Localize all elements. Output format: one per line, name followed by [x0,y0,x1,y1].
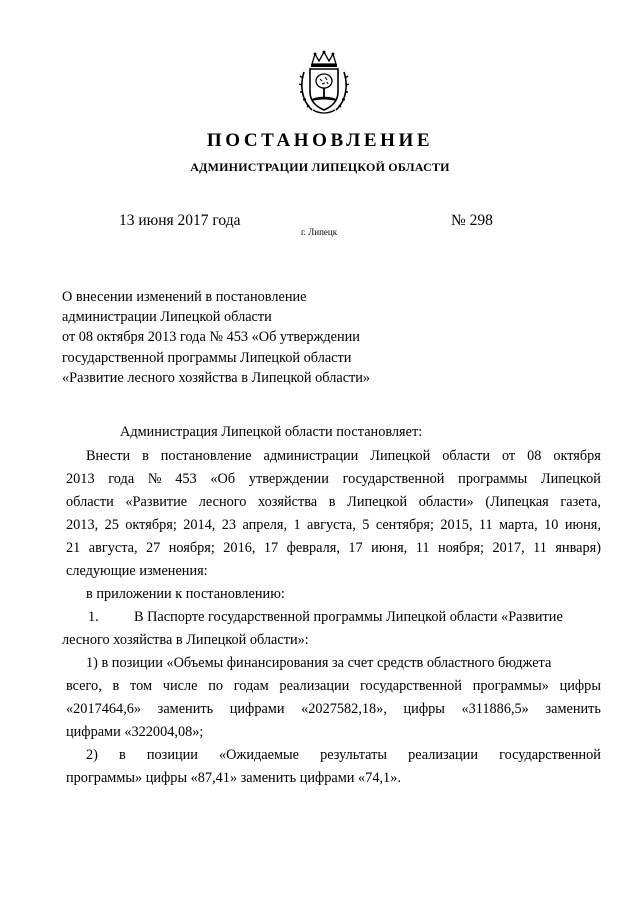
word: 2013 [66,471,95,487]
body-line [66,537,601,560]
intro-line: Администрация Липецкой области постановляет: [120,424,423,440]
document-subtitle: АДМИНИСТРАЦИИ ЛИПЕЦКОЙ ОБЛАСТИ [190,160,450,174]
word: августа, [88,540,138,556]
word: цифры [403,701,445,717]
word: цифры [559,678,601,694]
word: 1 [293,517,301,533]
body-line [66,491,601,514]
about-line: администрации Липецкой области [62,309,272,326]
word: утверждении [248,471,329,487]
word: (Липецкая [485,494,549,510]
body-line: программы» цифры «87,41» заменить цифрами «74,1». [66,770,401,786]
word: реализации [408,747,478,763]
about-line: от 08 октября 2013 года № 453 «Об утверждении [62,329,360,346]
word: в [119,747,126,763]
word: 27 [146,540,161,556]
word: Внести [86,448,131,464]
word: области [442,448,491,464]
word: октября [553,448,601,464]
word: программы» [472,678,549,694]
body-line: 1. В Паспорте государственной программы Липецкой области «Развитие [88,609,563,625]
word: всего, [66,678,102,694]
document-title: ПОСТАНОВЛЕНИЕ [206,130,434,151]
word: апреля, [242,517,288,533]
word: сентября; [375,517,434,533]
document-about [62,287,482,388]
word: области» [418,494,474,510]
word: том [130,678,153,694]
word: хозяйства [258,494,318,510]
body-line: в приложении к постановлению: [86,586,285,602]
word: по [208,678,223,694]
word: № [147,471,162,487]
document-city: г. Липецк [301,227,338,237]
word: государственной [499,747,601,763]
word: позиции [146,747,198,763]
word: октября; [125,517,177,533]
word: Липецкой [540,471,601,487]
word: 10 [544,517,559,533]
word: лесного [198,494,247,510]
word: июня, [564,517,601,533]
word: 453 [175,471,197,487]
word: 11 [533,540,547,556]
body-line: 1) в позиции «Объемы финансирования за счет средств областного бюджета [86,655,552,671]
word: постановление [160,448,252,464]
word: реализации [279,678,350,694]
word: газета, [560,494,601,510]
word: года [108,471,135,487]
body-line [66,744,601,767]
word: 5 [362,517,370,533]
word: января) [555,540,601,556]
word: 2014, [183,517,216,533]
word: «Развитие [125,494,188,510]
word: в [142,448,149,464]
word: 08 [527,448,542,464]
word: 2017, [492,540,525,556]
body-line: лесного хозяйства в Липецкой области»: [62,632,309,648]
word: в [328,494,336,510]
word: заменить [157,701,214,717]
body-line [66,468,601,491]
word: Липецкой [370,448,431,464]
body-line: цифрами «322004,08»; [66,724,204,740]
word: 2013, [66,517,99,533]
word: заменить [545,701,601,717]
word: 21 [66,540,81,556]
word: 2015, [440,517,473,533]
word: Липецкой [347,494,408,510]
word: области [66,494,114,510]
word: 2016, [223,540,256,556]
word: государственной [360,678,462,694]
word: февраля, [286,540,340,556]
word: результаты [320,747,387,763]
word: июня, [371,540,408,556]
body-line [66,445,601,468]
word: ноября; [168,540,215,556]
word: администрации [263,448,359,464]
word: 17 [348,540,363,556]
word: в [112,678,120,694]
word: «Ожидаемые [219,747,299,763]
word: 25 [104,517,119,533]
word: 11 [478,517,493,533]
body-line [66,698,601,721]
coat-of-arms-icon [298,50,350,116]
word: «2027582,18», [301,701,387,717]
word: от [501,448,516,464]
document-body [62,421,601,790]
body-line [66,675,601,698]
word: 11 [415,540,430,556]
word: годам [233,678,269,694]
document-number: № 298 [451,212,493,229]
word: числе [162,678,198,694]
document-date: 13 июня 2017 года [119,212,241,229]
about-line: «Развитие лесного хозяйства в Липецкой области» [62,369,371,386]
word: «2017464,6» [66,701,142,717]
word: «311886,5» [461,701,529,717]
body-line: следующие изменения: [66,563,208,579]
word: 23 [221,517,237,533]
body-line [66,514,601,537]
word: марта, [499,517,538,533]
word: «Об [210,471,236,487]
word: 17 [263,540,279,556]
about-line: О внесении изменений в постановление [62,289,307,305]
word: августа, [307,517,356,533]
word: ноября; [437,540,485,556]
word: цифрами [229,701,285,717]
word: программы [458,471,528,487]
word: 2) [86,747,98,763]
about-line: государственной программы Липецкой области [62,349,352,366]
word: государственной [342,471,445,487]
